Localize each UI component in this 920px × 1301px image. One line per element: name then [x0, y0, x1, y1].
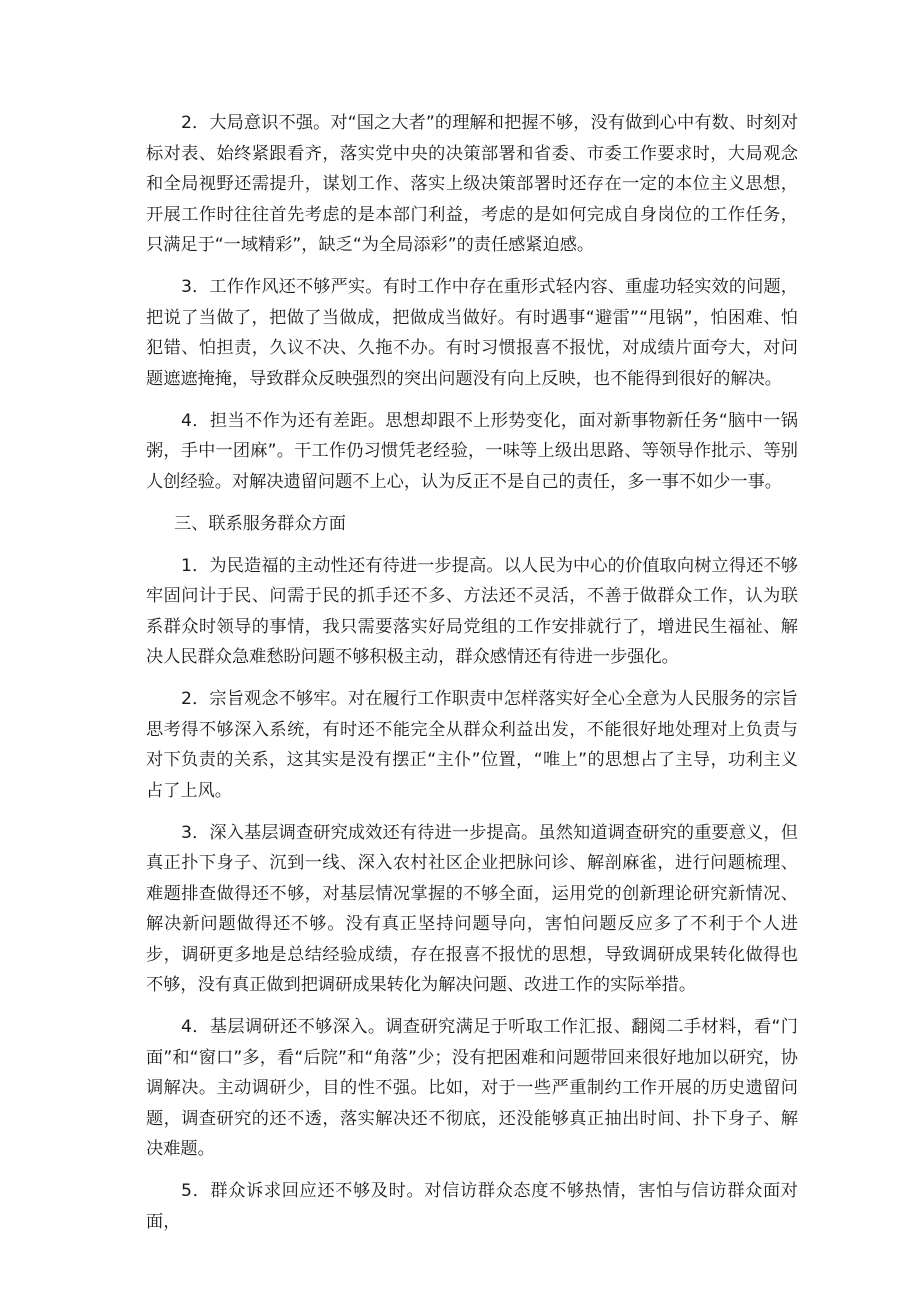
paragraph-grassroots-investigation: 4．基层调研还不够深入。调查研究满足于听取工作汇报、翻阅二手材料，看“门面”和“窗口”多，看“后院”和“角落”少；没有把困难和问题带回来很好地加以研究，协调解决。主动调研少，目的性不强。比如，对于一些严重制约工作开展的历史遗留问题，调查研究的还不透，落实解决还不彻底，还没能够真正抽出时间、扑下身子、解决难题。	[146, 1017, 798, 1159]
paragraph-people-welfare: 1．为民造福的主动性还有待进一步提高。以人民为中心的价值取向树立得还不够牢固问计于民、问需于民的抓手还不多、方法还不灵活，不善于做群众工作，认为联系群众时领导的事情，我只需要落实好局党组的工作安排就行了，增进民生福祉、解决人民群众急难愁盼问题不够积极主动，群众感情还有待进一步强化。	[146, 555, 798, 667]
paragraph-grassroots-research: 3．深入基层调查研究成效还有待进一步提高。虽然知道调查研究的重要意义，但真正扑下身子、沉到一线、深入农村社区企业把脉问诊、解剖麻雀，进行问题梳理、难题排查做得还不够，对基层情况掌握的不够全面，运用党的创新理论研究新情况、解决新问题做得还不够。没有真正坚持问题导向，害怕问题反应多了不利于个人进步，调研更多地是总结经验成绩，存在报喜不报忧的思想，导致调研成果转化做得也不够，没有真正做到把调研成果转化为解决问题、改进工作的实际举措。	[146, 822, 798, 995]
paragraph-purpose-concept: 2．宗旨观念不够牢。对在履行工作职责中怎样落实好全心全意为人民服务的宗旨思考得不够深入系统，有时还不能完全从群众利益出发，不能很好地处理对上负责与对下负责的关系，这其实是没有摆正“主仆”位置，“唯上”的思想占了主导，功利主义占了上风。	[146, 689, 798, 801]
paragraph-public-appeals: 5．群众诉求回应还不够及时。对信访群众态度不够热情，害怕与信访群众面对面，	[146, 1181, 798, 1232]
paragraph-responsibility: 4．担当不作为还有差距。思想却跟不上形势变化，面对新事物新任务“脑中一锅粥，手中一团麻”。干工作仍习惯凭老经验，一味等上级出思路、等领导作批示、等别人创经验。对解决遗留问题不上心，认为反正不是自己的责任，多一事不如少一事。	[146, 410, 798, 492]
section-heading-serving-masses: 三、联系服务群众方面	[174, 513, 346, 534]
paragraph-work-style: 3．工作作风还不够严实。有时工作中存在重形式轻内容、重虚功轻实效的问题，把说了当做了，把做了当做成，把做成当做好。有时遇事“避雷”“甩锅”，怕困难、怕犯错、怕担责，久议不决、久拖不办。有时习惯报喜不报忧，对成绩片面夸大，对问题遮遮掩掩，导致群众反映强烈的突出问题没有向上反映，也不能得到很好的解决。	[146, 277, 798, 389]
document-body	[146, 108, 798, 1249]
paragraph-overall-awareness: 2．大局意识不强。对“国之大者”的理解和把握不够，没有做到心中有数、时刻对标对表、始终紧跟看齐，落实党中央的决策部署和省委、市委工作要求时，大局观念和全局视野还需提升，谋划工作、落实上级决策部署时还存在一定的本位主义思想，开展工作时往往首先考虑的是本部门利益，考虑的是如何完成自身岗位的工作任务，只满足于“一域精彩”，缺乏“为全局添彩”的责任感紧迫感。	[146, 113, 798, 255]
